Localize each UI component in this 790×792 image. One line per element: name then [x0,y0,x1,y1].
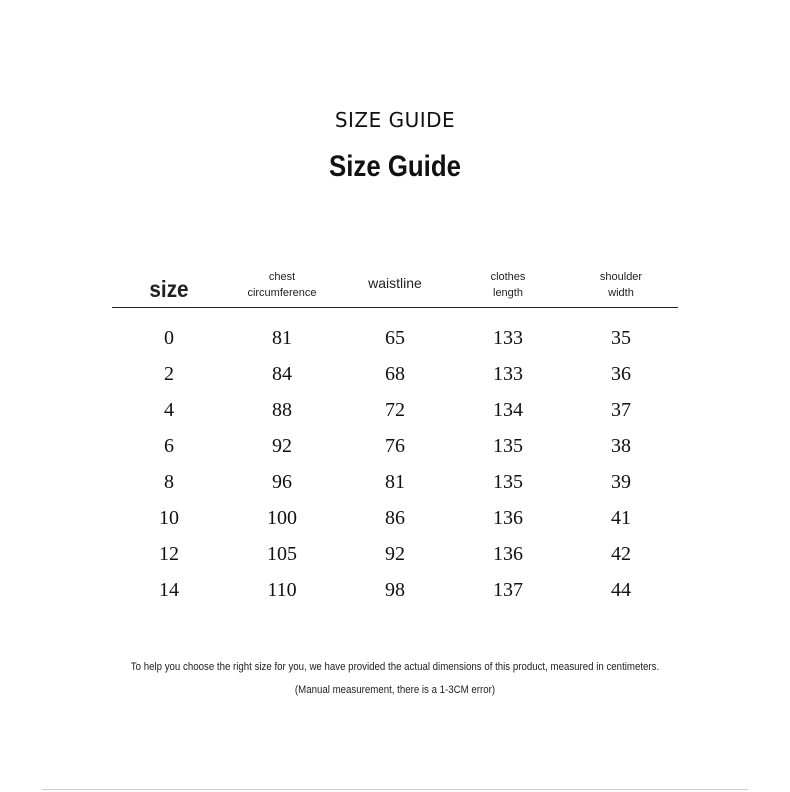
measurement-error-note: (Manual measurement, there is a 1-3CM error) [294,684,496,696]
table-header-row [112,262,678,308]
header-shoulder-width: shoulder width [599,270,643,299]
cell-length: 134 [493,399,523,421]
cell-size: 12 [159,543,179,565]
cell-waistline: 86 [385,507,405,529]
table-row [112,428,678,464]
cell-shoulder: 42 [611,543,631,565]
size-guide-eyebrow: SIZE GUIDE [334,108,456,132]
cell-chest: 96 [272,471,292,493]
cell-waistline: 92 [385,543,405,565]
cell-shoulder: 35 [611,327,631,349]
header-size: size [149,275,189,302]
cell-size: 2 [164,363,174,385]
cell-chest: 100 [267,507,297,529]
cell-waistline: 65 [385,327,405,349]
header-chest-circumference: chest circumference [247,270,317,299]
table-row [112,572,678,608]
size-table [112,262,678,608]
cell-length: 135 [493,471,523,493]
cell-chest: 81 [272,327,292,349]
table-row [112,464,678,500]
cell-chest: 105 [267,543,297,565]
bottom-divider [42,789,748,790]
cell-size: 10 [159,507,179,529]
cell-chest: 110 [267,579,297,601]
cell-waistline: 81 [385,471,405,493]
cell-size: 4 [164,399,174,421]
table-row [112,500,678,536]
cell-shoulder: 39 [611,471,631,493]
cell-size: 0 [164,327,174,349]
cell-length: 135 [493,435,523,457]
cell-length: 133 [493,363,523,385]
cell-shoulder: 36 [611,363,631,385]
cell-chest: 92 [272,435,292,457]
table-row [112,392,678,428]
header-clothes-length: clothes length [490,270,526,299]
cell-shoulder: 44 [611,579,631,601]
cell-waistline: 68 [385,363,405,385]
cell-size: 14 [159,579,179,601]
page-title: Size Guide [329,150,461,183]
header-waistline: waistline [368,274,422,291]
cell-shoulder: 37 [611,399,631,421]
cell-length: 133 [493,327,523,349]
cell-shoulder: 41 [611,507,631,529]
measurement-note: To help you choose the right size for you, we have provided the actual dimensions of this product, measured in centimeters. [130,661,660,673]
table-row [112,356,678,392]
cell-shoulder: 38 [611,435,631,457]
table-row [112,536,678,572]
cell-length: 136 [493,543,523,565]
cell-waistline: 76 [385,435,405,457]
cell-length: 136 [493,507,523,529]
cell-length: 137 [493,579,523,601]
cell-waistline: 98 [385,579,405,601]
cell-size: 6 [164,435,174,457]
cell-waistline: 72 [385,399,405,421]
table-body [112,308,678,608]
table-row [112,320,678,356]
cell-chest: 84 [272,363,292,385]
cell-chest: 88 [272,399,292,421]
cell-size: 8 [164,471,174,493]
